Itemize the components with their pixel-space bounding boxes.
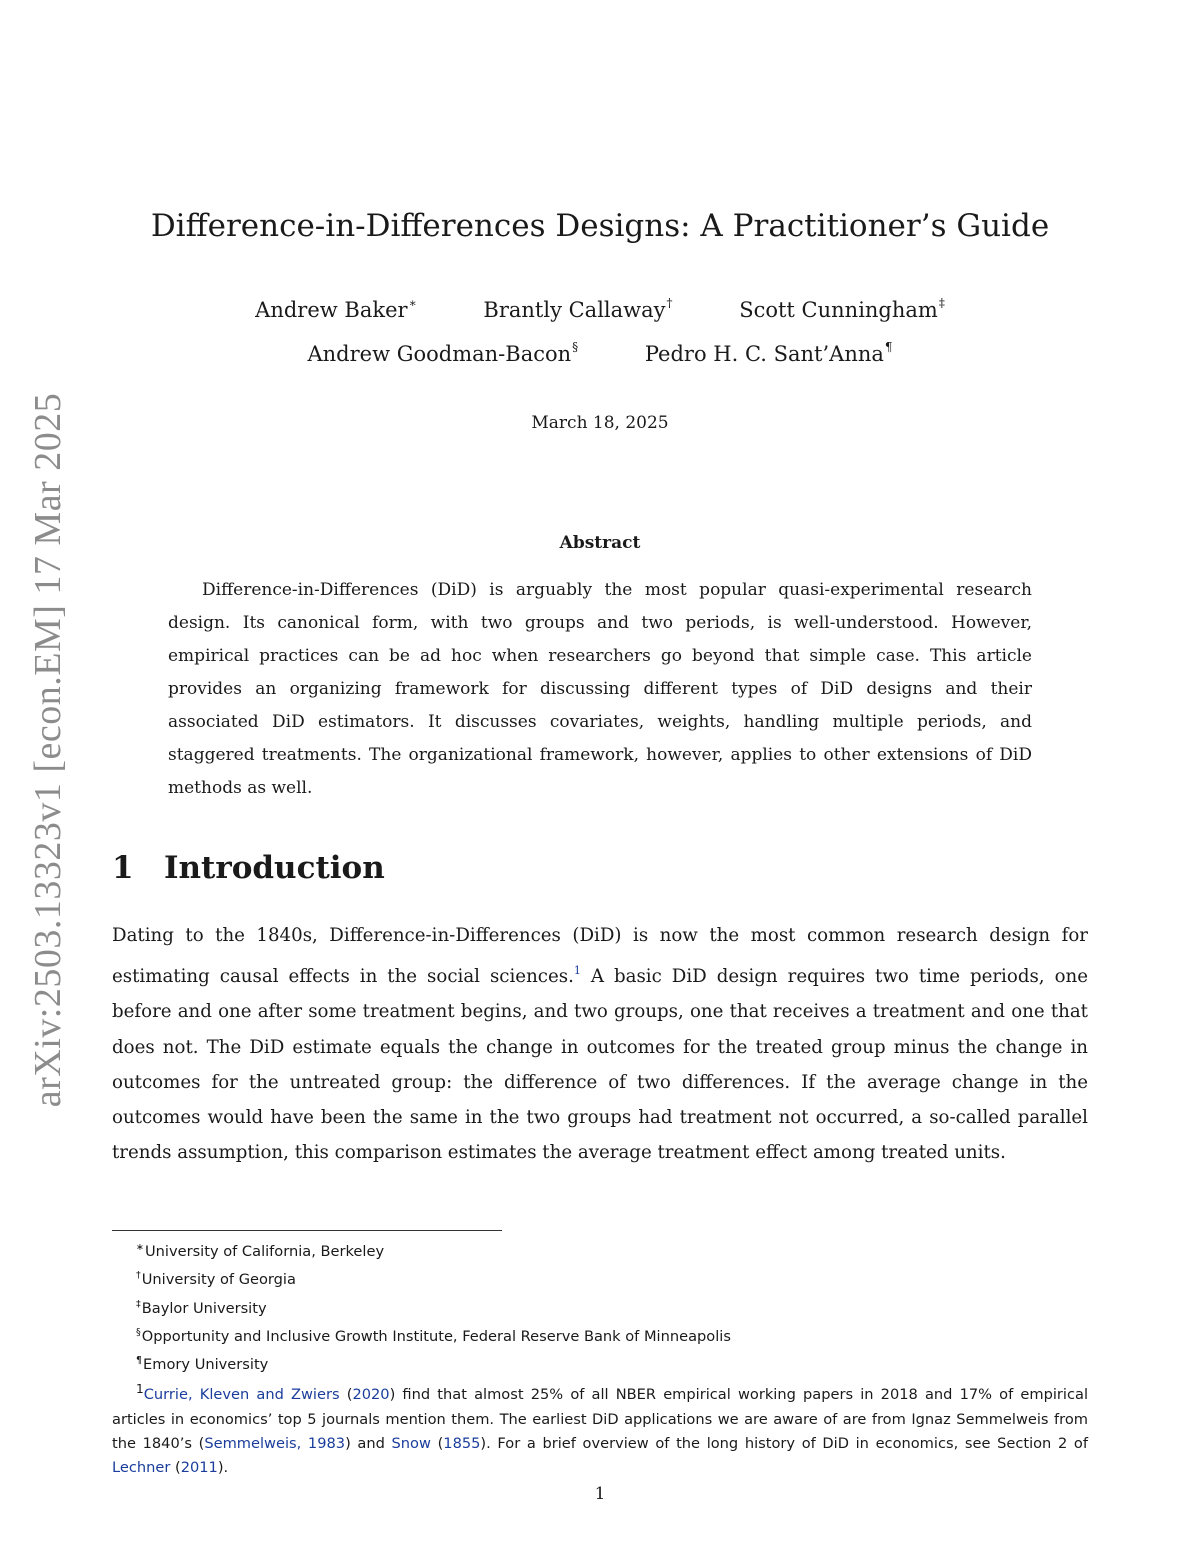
footnote-text: ) and	[345, 1434, 392, 1452]
footnotes	[112, 1236, 1088, 1481]
author-name: Brantly Callaway	[483, 298, 666, 322]
footnote-1	[112, 1377, 1088, 1480]
section-heading	[112, 850, 385, 886]
page-number: 1	[594, 1484, 606, 1504]
author-name: Scott Cunningham	[739, 298, 938, 322]
affiliation-text: Emory University	[143, 1356, 269, 1374]
affiliation-footnote	[112, 1236, 1088, 1264]
intro-text-part2: A basic DiD design requires two time periods, one before and one after some treatment begins, and two groups, one that receives a treatment and one that does not. The DiD estimate equals the change in outcomes for the treated group minus the change in outcomes for the untreated group: the difference of two differences. If the average change in the outcomes would have been the same in the two groups had treatment not occurred, a so-called parallel trends assumption, this comparison estimates the average treatment effect among treated units.	[112, 966, 1088, 1164]
affiliation-footnote	[112, 1293, 1088, 1321]
citation-year-link-lechner[interactable]: 2011	[180, 1459, 218, 1477]
affiliation-footnote	[112, 1264, 1088, 1292]
author-mark: †	[666, 296, 673, 310]
authors-row-2	[0, 340, 1200, 366]
publication-date: March 18, 2025	[531, 413, 669, 433]
author-name: Andrew Baker	[255, 298, 408, 322]
citation-year-link-snow[interactable]: 1855	[443, 1434, 481, 1452]
footnote-text: (	[339, 1386, 353, 1404]
footnote-mark: 1	[136, 1382, 144, 1397]
author-name: Pedro H. C. Sant’Anna	[644, 342, 884, 366]
affiliation-text: Baylor University	[141, 1299, 267, 1317]
introduction-paragraph	[112, 918, 1088, 1170]
footnote-ref-1[interactable]: 1	[573, 964, 581, 978]
footnote-text: ).	[217, 1459, 229, 1477]
intro-text-part1: Dating to the 1840s, Difference-in-Differences (DiD) is now the most common research design for estimating causal effects in the social sciences.	[112, 925, 1088, 988]
footnote-text: ) find that almost 25% of all NBER empirical working papers in 2018 and 17% of empirical articles in economics’ top 5 journals mention them. The earliest DiD applications we are aware of are from Ignaz Semmelweis from the 1840’s (	[112, 1386, 1089, 1452]
author-callaway	[483, 296, 672, 322]
citation-link-lechner[interactable]: Lechner	[112, 1459, 171, 1477]
footnote-divider	[112, 1230, 502, 1231]
section-number: 1	[112, 850, 134, 886]
footnote-mark: †	[136, 1270, 141, 1282]
paper-title: Difference-in-Differences Designs: A Practitioner’s Guide	[150, 208, 1050, 244]
authors-row-1	[0, 296, 1200, 322]
footnote-text: (	[430, 1434, 444, 1452]
author-mark: ‡	[938, 296, 945, 310]
abstract-text: Difference-in-Differences (DiD) is arguably the most popular quasi-experimental research design. Its canonical form, with two groups and two periods, is well-understood. However, empirical practices can be ad hoc when researchers go beyond that simple case. This article provides an organizing framework for discussing different types of DiD designs and their associated DiD estimators. It discusses covariates, weights, handling multiple periods, and staggered treatments. The organizational framework, however, applies to other extensions of DiD methods as well.	[168, 580, 1032, 798]
author-mark: ∗	[408, 296, 417, 310]
citation-link-currie[interactable]: Currie, Kleven and Zwiers	[143, 1386, 340, 1404]
footnote-text: ). For a brief overview of the long history of DiD in economics, see Section 2 of	[480, 1434, 1088, 1452]
affiliation-text: University of Georgia	[141, 1271, 296, 1289]
author-baker	[255, 296, 417, 322]
author-mark: ¶	[884, 340, 893, 354]
section-title: Introduction	[164, 850, 385, 886]
citation-link-semmelweis[interactable]: Semmelweis, 1983	[204, 1434, 346, 1452]
abstract-heading: Abstract	[559, 533, 641, 553]
author-goodman-bacon	[307, 340, 578, 366]
affiliation-footnote	[112, 1321, 1088, 1349]
affiliation-text: University of California, Berkeley	[144, 1243, 385, 1260]
footnote-mark: ¶	[136, 1355, 143, 1367]
footnote-mark: ‡	[136, 1298, 141, 1310]
author-santanna	[645, 340, 893, 366]
footnote-mark: §	[136, 1326, 141, 1338]
footnote-mark: ∗	[136, 1242, 144, 1253]
footnote-text: (	[170, 1459, 181, 1477]
author-cunningham	[739, 296, 945, 322]
affiliation-footnote	[112, 1349, 1088, 1377]
citation-link-snow[interactable]: Snow	[391, 1434, 431, 1452]
citation-year-link-currie[interactable]: 2020	[352, 1386, 390, 1404]
author-mark: §	[572, 340, 579, 354]
author-name: Andrew Goodman-Bacon	[307, 342, 572, 366]
arxiv-identifier-stamp: arXiv:2503.13323v1 [econ.EM] 17 Mar 2025	[27, 392, 69, 1108]
affiliation-text: Opportunity and Inclusive Growth Institute, Federal Reserve Bank of Minneapolis	[141, 1327, 731, 1345]
